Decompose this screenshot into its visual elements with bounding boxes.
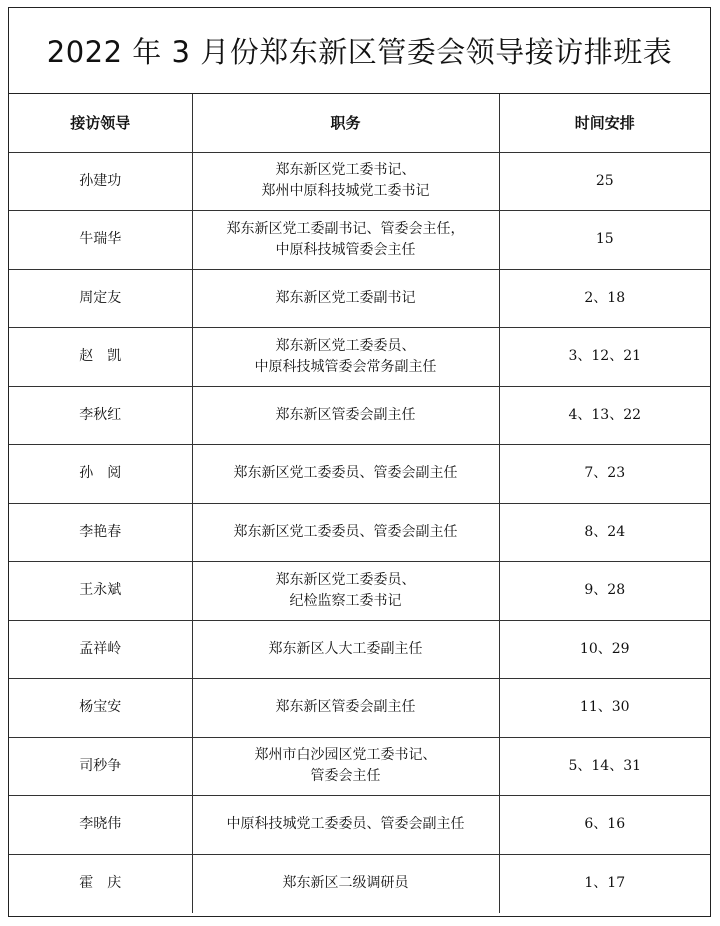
table-row	[9, 562, 710, 621]
table-row	[9, 503, 710, 562]
position-line: 郑东新区人大工委副主任	[268, 640, 423, 657]
position-line: 郑州市白沙园区党工委书记、	[254, 747, 437, 764]
position-line: 郑东新区党工委委员、管委会副主任	[233, 523, 458, 540]
schedule-dates: 8、24	[499, 503, 710, 562]
schedule-dates: 10、29	[499, 620, 710, 679]
leader-name: 赵 凯	[9, 328, 192, 387]
position-line: 中原科技城管委会主任	[275, 241, 416, 258]
schedule-dates: 7、23	[499, 445, 710, 504]
schedule-dates: 11、30	[499, 679, 710, 738]
table-row	[9, 854, 710, 913]
leader-position	[192, 211, 499, 270]
leader-name: 孙 阅	[9, 445, 192, 504]
table-row	[9, 328, 710, 387]
table-body	[9, 152, 710, 913]
position-line: 郑东新区管委会副主任	[275, 699, 416, 716]
table-row	[9, 737, 710, 796]
position-line: 中原科技城管委会常务副主任	[254, 358, 437, 375]
position-line: 郑东新区党工委书记、	[275, 162, 416, 179]
position-line: 纪检监察工委书记	[289, 592, 402, 609]
position-line: 郑东新区党工委副书记、管委会主任，	[226, 220, 465, 237]
table-row	[9, 211, 710, 270]
table-row	[9, 679, 710, 738]
table-row	[9, 269, 710, 328]
leader-name: 王永斌	[9, 562, 192, 621]
schedule-dates: 9、28	[499, 562, 710, 621]
leader-position	[192, 854, 499, 913]
leader-name: 孙建功	[9, 152, 192, 211]
position-line: 中原科技城党工委委员、管委会副主任	[226, 816, 465, 833]
table-header	[9, 94, 710, 152]
schedule-dates: 3、12、21	[499, 328, 710, 387]
table-row	[9, 445, 710, 504]
leader-name: 孟祥岭	[9, 620, 192, 679]
leader-name: 牛瑞华	[9, 211, 192, 270]
leader-name: 李秋红	[9, 386, 192, 445]
header-position: 职务	[192, 94, 499, 152]
position-line: 郑州中原科技城党工委书记	[261, 183, 430, 200]
leader-position	[192, 620, 499, 679]
table-row	[9, 386, 710, 445]
schedule-dates: 6、16	[499, 796, 710, 855]
leader-name: 周定友	[9, 269, 192, 328]
leader-name: 司秒争	[9, 737, 192, 796]
leader-name: 霍 庆	[9, 854, 192, 913]
schedule-dates: 5、14、31	[499, 737, 710, 796]
schedule-dates: 15	[499, 211, 710, 270]
header-row	[9, 94, 710, 152]
leader-position	[192, 445, 499, 504]
position-line: 郑东新区党工委副书记	[275, 289, 416, 306]
schedule-sheet	[8, 7, 711, 917]
leader-position	[192, 503, 499, 562]
leader-position	[192, 737, 499, 796]
leader-position	[192, 386, 499, 445]
schedule-dates: 2、18	[499, 269, 710, 328]
leader-position	[192, 679, 499, 738]
leader-position	[192, 328, 499, 387]
leader-position	[192, 269, 499, 328]
page-title: 2022 年 3 月份郑东新区管委会领导接访排班表	[9, 8, 710, 94]
leader-position	[192, 152, 499, 211]
table-row	[9, 796, 710, 855]
position-line: 郑东新区二级调研员	[282, 875, 409, 891]
leader-position	[192, 796, 499, 855]
position-line: 管委会主任	[310, 768, 381, 785]
leader-name: 杨宝安	[9, 679, 192, 738]
position-line: 郑东新区党工委委员、	[275, 571, 416, 588]
table-row	[9, 620, 710, 679]
schedule-dates: 25	[499, 152, 710, 211]
leader-position	[192, 562, 499, 621]
schedule-dates: 1、17	[584, 875, 626, 891]
position-line: 郑东新区党工委委员、	[275, 337, 416, 354]
leader-name: 李艳春	[9, 503, 192, 562]
header-schedule: 时间安排	[499, 94, 710, 152]
schedule-table	[9, 94, 710, 913]
table-row	[9, 152, 710, 211]
schedule-dates: 4、13、22	[499, 386, 710, 445]
leader-name: 李晓伟	[9, 796, 192, 855]
header-leader: 接访领导	[9, 94, 192, 152]
position-line: 郑东新区党工委委员、管委会副主任	[233, 465, 458, 482]
position-line: 郑东新区管委会副主任	[275, 406, 416, 423]
